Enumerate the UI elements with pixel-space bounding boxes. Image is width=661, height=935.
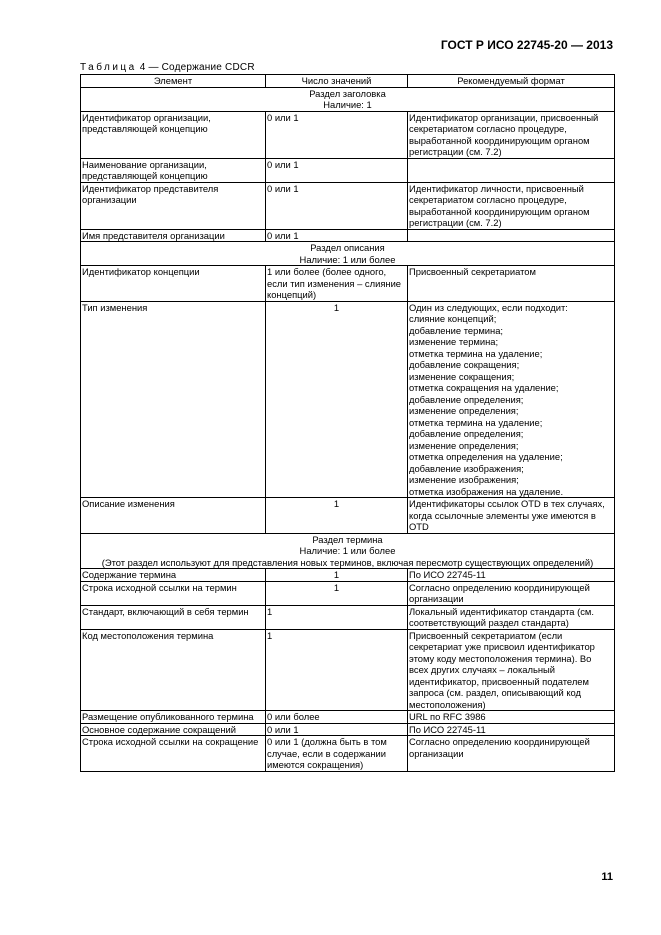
cell-count: 0 или 1 — [266, 182, 408, 229]
table-row — [81, 111, 615, 158]
cell-element: Имя представителя организации — [81, 229, 266, 242]
section-description-row — [81, 242, 615, 266]
cell-element: Строка исходной ссылки на термин — [81, 581, 266, 605]
cell-format: Присвоенный секретариатом — [408, 266, 615, 302]
cell-element: Описание изменения — [81, 498, 266, 534]
cell-count: 1 — [266, 605, 408, 629]
section-header-row — [81, 87, 615, 111]
table-row — [81, 605, 615, 629]
table-row — [81, 711, 615, 724]
cell-element: Идентификатор представителя организации — [81, 182, 266, 229]
cell-element: Идентификатор концепции — [81, 266, 266, 302]
cell-format: Согласно определению координирующей организации — [408, 581, 615, 605]
cell-element: Строка исходной ссылки на сокращение — [81, 736, 266, 772]
section-header-title: Раздел заголовка Наличие: 1 — [81, 87, 615, 111]
cell-count: 0 или 1 — [266, 229, 408, 242]
section-term-row — [81, 533, 615, 569]
cell-count: 0 или 1 — [266, 158, 408, 182]
cell-count: 1 — [266, 629, 408, 711]
cell-format: Присвоенный секретариатом (если секретариат уже присвоил идентификатор этому коду местоположения термина). Во всех других случаях – локальный идентификатор, присвоенный подателем запроса (см. раздел, описывающий код местоположения) — [408, 629, 615, 711]
column-header-format: Рекомендуемый формат — [408, 75, 615, 88]
cell-element: Содержание термина — [81, 569, 266, 582]
cell-count: 1 — [266, 301, 408, 498]
page-number: 11 — [601, 871, 613, 883]
cdcr-content-table — [80, 74, 615, 772]
cell-count: 0 или 1 — [266, 111, 408, 158]
caption-number: 4 — [139, 62, 146, 73]
caption-prefix: Таблица — [80, 62, 137, 73]
cell-element: Наименование организации, представляющей концепцию — [81, 158, 266, 182]
cell-element: Размещение опубликованного термина — [81, 711, 266, 724]
table-row — [81, 229, 615, 242]
cell-format: Локальный идентификатор стандарта (см. соответствующий раздел стандарта) — [408, 605, 615, 629]
cell-format: По ИСО 22745-11 — [408, 569, 615, 582]
cell-format: Согласно определению координирующей организации — [408, 736, 615, 772]
table-row — [81, 266, 615, 302]
cell-format: Идентификатор личности, присвоенный секретариатом согласно процедуре, выработанной координирующим органом регистрации (см. 7.2) — [408, 182, 615, 229]
table-row — [81, 498, 615, 534]
section-description-title: Раздел описания Наличие: 1 или более — [81, 242, 615, 266]
cell-format: По ИСО 22745-11 — [408, 723, 615, 736]
cell-element: Код местоположения термина — [81, 629, 266, 711]
cell-count: 1 — [266, 498, 408, 534]
cell-format: Идентификатор организации, присвоенный секретариатом согласно процедуре, выработанной координирующим органом регистрации (см. 7.2) — [408, 111, 615, 158]
cell-count: 0 или 1 (должна быть в том случае, если в содержании имеются сокращения) — [266, 736, 408, 772]
cell-count: 1 — [266, 581, 408, 605]
table-row — [81, 723, 615, 736]
document-code: ГОСТ Р ИСО 22745-20 — 2013 — [440, 38, 613, 52]
cell-format-list: Один из следующих, если подходит: слияние концепций; добавление термина; изменение термина; отметка термина на удаление; добавление сокращения; изменение сокращения; отметка сокращения на удаление; добавление определения; изменение определения; отметка термина на удаление; добавление определения; изменение определения; отметка определения на удаление; добавление изображения; изменение изображения; отметка изображения на удаление. — [408, 301, 615, 498]
cell-element: Тип изменения — [81, 301, 266, 498]
table-row — [81, 158, 615, 182]
table-header-row — [81, 75, 615, 88]
cell-element: Стандарт, включающий в себя термин — [81, 605, 266, 629]
cell-count: 0 или более — [266, 711, 408, 724]
cell-count: 1 или более (более одного, если тип изменения – слияние концепций) — [266, 266, 408, 302]
caption-title: — Содержание CDCR — [148, 62, 255, 73]
cell-count: 1 — [266, 569, 408, 582]
table-row — [81, 581, 615, 605]
table-row — [81, 182, 615, 229]
table-caption — [80, 62, 255, 73]
cell-format: URL по RFC 3986 — [408, 711, 615, 724]
cell-element: Основное содержание сокращений — [81, 723, 266, 736]
cell-count: 0 или 1 — [266, 723, 408, 736]
cell-format — [408, 229, 615, 242]
column-header-count: Число значений — [266, 75, 408, 88]
section-term-title: Раздел термина Наличие: 1 или более (Этот раздел используют для представления новых терминов, включая пересмотр существующих определений) — [81, 533, 615, 569]
column-header-element: Элемент — [81, 75, 266, 88]
table-row — [81, 629, 615, 711]
cell-element: Идентификатор организации, представляющей концепцию — [81, 111, 266, 158]
cell-format: Идентификаторы ссылок OTD в тех случаях, когда ссылочные элементы уже имеются в OTD — [408, 498, 615, 534]
table-row — [81, 301, 615, 498]
table-row — [81, 736, 615, 772]
table-row — [81, 569, 615, 582]
cell-format — [408, 158, 615, 182]
